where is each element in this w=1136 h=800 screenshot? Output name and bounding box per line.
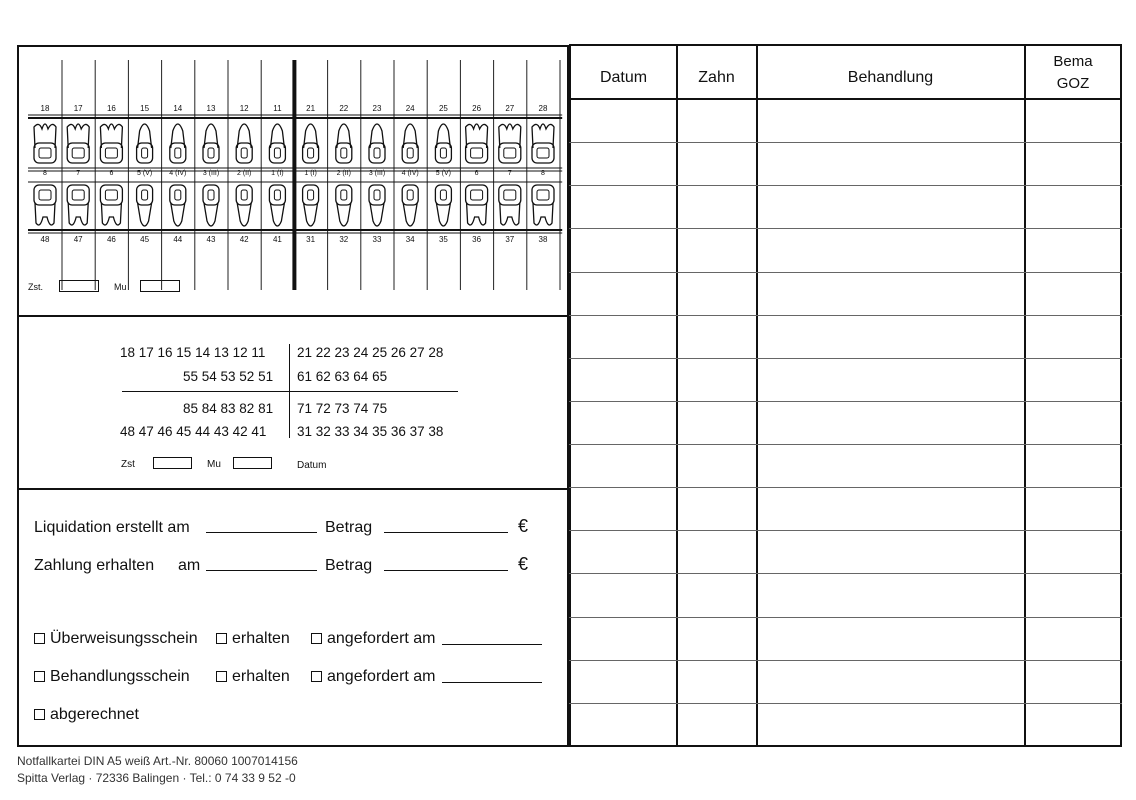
lower-occlusal (72, 190, 84, 200)
lower-molar-root (101, 203, 121, 225)
deciduous-tooth-number: 2 (II) (336, 170, 351, 177)
lower-crown (170, 185, 186, 205)
upper-tooth-root (304, 124, 318, 148)
upper-tooth-root (270, 124, 284, 148)
upper-tooth-root (237, 124, 251, 148)
upper-occlusal (308, 148, 314, 158)
lower-occlusal (341, 190, 347, 200)
lower-occlusal (142, 190, 148, 200)
upper-crown (402, 143, 418, 163)
lower-occlusal (374, 190, 380, 200)
lower-crown (137, 185, 153, 205)
upper-occlusal (504, 148, 516, 158)
upper-tooth-number: 17 (73, 104, 83, 113)
upper-tooth-number: 25 (438, 104, 448, 113)
upper-molar-root (67, 124, 89, 148)
checkbox-icon[interactable] (34, 633, 45, 644)
upper-crown (303, 143, 319, 163)
mu-field[interactable] (140, 280, 180, 292)
upper-occlusal (105, 148, 117, 158)
ledger-row-line (569, 358, 1122, 359)
lower-occlusal (274, 190, 280, 200)
scheme-upper-left: 21 22 23 24 25 26 27 28 (297, 345, 444, 360)
lower-molar-root (68, 203, 88, 225)
upper-molar-root (34, 124, 56, 148)
ledger-row-line (569, 401, 1122, 402)
upper-occlusal (39, 148, 51, 158)
lower-crown (402, 185, 418, 205)
lower-occlusal (241, 190, 247, 200)
upper-crown (203, 143, 219, 163)
upper-tooth-root (436, 124, 450, 148)
upper-occlusal (208, 148, 214, 158)
deciduous-tooth-number: 4 (IV) (169, 170, 187, 177)
footer-publisher-line: Spitta Verlag · 72336 Balingen · Tel.: 0 74 33 9 52 -0 (17, 771, 296, 785)
upper-tooth-number: 27 (505, 104, 515, 113)
upper-molar-root (100, 124, 122, 148)
upper-occlusal (175, 148, 181, 158)
upper-crown (532, 143, 554, 163)
upper-occlusal (274, 148, 280, 158)
upper-crown (34, 143, 56, 163)
upper-crown (170, 143, 186, 163)
lower-tooth-number: 31 (306, 235, 316, 244)
lower-crown (34, 185, 56, 205)
deciduous-tooth-number: 4 (IV) (401, 170, 419, 177)
scheme-upper-right-deciduous: 55 54 53 52 51 (183, 369, 274, 384)
deciduous-tooth-number: 5 (V) (435, 170, 451, 177)
lower-occlusal (407, 190, 413, 200)
upper-tooth-root (204, 124, 218, 148)
checkbox-icon[interactable] (311, 671, 322, 682)
upper-tooth-number: 15 (140, 104, 150, 113)
amount-label: Betrag (325, 519, 373, 536)
tooth-diagram (17, 45, 569, 315)
upper-occlusal (341, 148, 347, 158)
lower-tooth-root (171, 203, 185, 226)
lower-tooth-number: 35 (438, 235, 448, 244)
scheme-mu-field[interactable] (233, 457, 272, 469)
deciduous-tooth-number: 6 (474, 170, 479, 177)
upper-tooth-number: 28 (538, 104, 548, 113)
invoice-date-field[interactable] (206, 532, 317, 533)
ledger-row-line (569, 272, 1122, 273)
upper-crown (336, 143, 352, 163)
lower-occlusal (39, 190, 51, 200)
lower-tooth-number: 48 (40, 235, 50, 244)
lower-tooth-number: 41 (272, 235, 282, 244)
lower-crown (203, 185, 219, 205)
lower-tooth-root (436, 203, 450, 226)
upper-tooth-number: 24 (405, 104, 415, 113)
upper-crown (137, 143, 153, 163)
lower-tooth-number: 34 (405, 235, 415, 244)
requested-label-2: angefordert am (327, 668, 436, 685)
lower-occlusal (440, 190, 446, 200)
upper-tooth-number: 14 (173, 104, 183, 113)
upper-occlusal (407, 148, 413, 158)
upper-crown (236, 143, 252, 163)
scheme-lower-right-deciduous: 85 84 83 82 81 (183, 401, 274, 416)
deciduous-tooth-number: 8 (43, 170, 47, 177)
lower-tooth-root (370, 203, 384, 226)
ledger-row-line (569, 315, 1122, 316)
ledger-row-line (569, 660, 1122, 661)
scheme-zst-label: Zst (121, 459, 135, 470)
requested-label: angefordert am (327, 630, 436, 647)
ledger-row-line (569, 617, 1122, 618)
payment-date-field[interactable] (206, 570, 317, 571)
deciduous-tooth-number: 5 (V) (137, 170, 153, 177)
deciduous-tooth-number: 8 (541, 170, 545, 177)
lower-occlusal (308, 190, 314, 200)
column-header-date: Datum (599, 69, 648, 86)
upper-tooth-number: 26 (472, 104, 482, 113)
lower-crown (269, 185, 285, 205)
column-divider (756, 44, 758, 747)
ledger-row-line (569, 444, 1122, 445)
lower-crown (435, 185, 451, 205)
upper-crown (466, 143, 488, 163)
lower-crown (303, 185, 319, 205)
upper-tooth-root (171, 124, 185, 148)
payment-am-label: am (178, 557, 201, 574)
lower-occlusal (537, 190, 549, 200)
upper-crown (100, 143, 122, 163)
ledger-row-line (569, 185, 1122, 186)
lower-occlusal (504, 190, 516, 200)
lower-molar-root (467, 203, 487, 225)
deciduous-tooth-number: 7 (507, 170, 512, 177)
column-header-tooth: Zahn (698, 69, 735, 86)
treatment-check[interactable] (34, 668, 190, 686)
treatment-received-check[interactable] (216, 668, 290, 686)
lower-tooth-root (403, 203, 417, 226)
lower-occlusal (208, 190, 214, 200)
upper-tooth-number: 18 (40, 104, 50, 113)
lower-crown (336, 185, 352, 205)
upper-tooth-root (337, 124, 351, 148)
deciduous-tooth-number: 3 (III) (368, 170, 386, 177)
lower-tooth-root (304, 203, 318, 226)
deciduous-tooth-number: 1 (I) (271, 170, 284, 177)
upper-occlusal (72, 148, 84, 158)
upper-tooth-number: 21 (306, 104, 316, 113)
scheme-lower-left: 31 32 33 34 35 36 37 38 (297, 424, 444, 439)
lower-crown (499, 185, 521, 205)
lower-molar-root (533, 203, 553, 225)
lower-tooth-number: 36 (472, 235, 482, 244)
upper-occlusal (537, 148, 549, 158)
scheme-upper-right: 18 17 16 15 14 13 12 11 (120, 345, 266, 360)
upper-crown (269, 143, 285, 163)
column-header-goz: GOZ (1056, 75, 1090, 92)
column-divider (1024, 44, 1026, 747)
scheme-lower-right: 48 47 46 45 44 43 42 41 (120, 424, 267, 439)
lower-tooth-number: 38 (538, 235, 548, 244)
treatment-label: Behandlungsschein (50, 668, 190, 685)
lower-crown (236, 185, 252, 205)
ledger-row-line (569, 142, 1122, 143)
lower-crown (532, 185, 554, 205)
ledger-row-line (569, 228, 1122, 229)
lower-molar-root (500, 203, 520, 225)
lower-occlusal (471, 190, 483, 200)
currency-symbol-2: € (518, 554, 529, 574)
transfer-check[interactable] (34, 630, 198, 648)
checkbox-icon[interactable] (311, 633, 322, 644)
upper-molar-root (532, 124, 554, 148)
upper-tooth-root (370, 124, 384, 148)
lower-tooth-root (237, 203, 251, 226)
transfer-requested-check[interactable] (311, 630, 436, 648)
checkbox-icon[interactable] (216, 633, 227, 644)
upper-occlusal (440, 148, 446, 158)
treatment-requested-check[interactable] (311, 668, 436, 686)
scheme-datum-label: Datum (297, 460, 327, 471)
lower-tooth-number: 32 (339, 235, 349, 244)
column-header-bema: Bema (1053, 53, 1093, 70)
upper-tooth-number: 13 (206, 104, 216, 113)
checkbox-icon[interactable] (216, 671, 227, 682)
section-divider (17, 315, 569, 317)
deciduous-tooth-number: 7 (76, 170, 81, 177)
treatment-requested-date-field[interactable] (442, 682, 542, 683)
upper-tooth-number: 23 (372, 104, 382, 113)
upper-occlusal (241, 148, 247, 158)
upper-crown (499, 143, 521, 163)
deciduous-tooth-number: 2 (II) (236, 170, 252, 177)
lower-occlusal (175, 190, 181, 200)
upper-tooth-number: 16 (106, 104, 116, 113)
upper-occlusal (374, 148, 380, 158)
upper-tooth-number: 12 (239, 104, 249, 113)
received-label: erhalten (232, 630, 290, 647)
lower-crown (67, 185, 89, 205)
transfer-received-check[interactable] (216, 630, 290, 648)
treatment-ledger (569, 44, 1122, 747)
ledger-row-line (569, 487, 1122, 488)
upper-molar-root (466, 124, 488, 148)
upper-crown (435, 143, 451, 163)
lower-molar-root (35, 203, 55, 225)
checkbox-icon[interactable] (34, 671, 45, 682)
invoice-label: Liquidation erstellt am (34, 519, 190, 536)
deciduous-tooth-number: 3 (III) (202, 170, 220, 177)
scheme-upper-left-deciduous: 61 62 63 64 65 (297, 369, 388, 384)
lower-tooth-number: 45 (140, 235, 150, 244)
lower-tooth-number: 43 (206, 235, 216, 244)
upper-tooth-root (403, 124, 417, 148)
checkbox-icon[interactable] (34, 709, 45, 720)
amount-label-2: Betrag (325, 557, 373, 574)
ledger-row-line (569, 703, 1122, 704)
settled-check[interactable] (34, 706, 139, 724)
scheme-occlusal-line (122, 391, 458, 392)
received-label-2: erhalten (232, 668, 290, 685)
transfer-label: Überweisungsschein (50, 630, 198, 647)
mu-label: Mu (114, 282, 127, 292)
upper-molar-root (499, 124, 521, 148)
header-divider (569, 98, 1122, 100)
lower-tooth-root (204, 203, 218, 226)
lower-tooth-number: 37 (505, 235, 515, 244)
invoice-amount-field[interactable] (384, 532, 508, 533)
zst-field[interactable] (59, 280, 99, 292)
lower-tooth-root (337, 203, 351, 226)
upper-crown (67, 143, 89, 163)
upper-occlusal (142, 148, 148, 158)
lower-crown (100, 185, 122, 205)
lower-tooth-number: 44 (173, 235, 183, 244)
lower-crown (369, 185, 385, 205)
currency-symbol: € (518, 516, 529, 536)
payment-label: Zahlung erhalten (34, 557, 155, 574)
lower-tooth-number: 46 (106, 235, 116, 244)
lower-occlusal (105, 190, 117, 200)
scheme-lower-left-deciduous: 71 72 73 74 75 (297, 401, 388, 416)
upper-occlusal (471, 148, 483, 158)
column-header-treatment: Behandlung (847, 69, 934, 86)
scheme-mu-label: Mu (207, 459, 221, 470)
lower-tooth-number: 47 (73, 235, 83, 244)
transfer-requested-date-field[interactable] (442, 644, 542, 645)
ledger-row-line (569, 530, 1122, 531)
deciduous-tooth-number: 6 (109, 170, 114, 177)
lower-tooth-number: 42 (239, 235, 249, 244)
deciduous-tooth-number: 1 (I) (304, 170, 317, 177)
zst-label: Zst. (28, 282, 43, 292)
lower-crown (466, 185, 488, 205)
lower-tooth-root (270, 203, 284, 226)
payment-amount-field[interactable] (384, 570, 508, 571)
upper-tooth-number: 22 (339, 104, 349, 113)
section-divider (17, 488, 569, 490)
lower-tooth-root (138, 203, 152, 226)
upper-tooth-root (138, 124, 152, 148)
upper-tooth-number: 11 (273, 104, 282, 113)
lower-tooth-number: 33 (372, 235, 382, 244)
upper-crown (369, 143, 385, 163)
footer-article-line: Notfallkartei DIN A5 weiß Art.-Nr. 80060 1007014156 (17, 754, 298, 768)
column-divider (676, 44, 678, 747)
ledger-row-line (569, 573, 1122, 574)
settled-label: abgerechnet (50, 706, 139, 723)
scheme-zst-field[interactable] (153, 457, 192, 469)
